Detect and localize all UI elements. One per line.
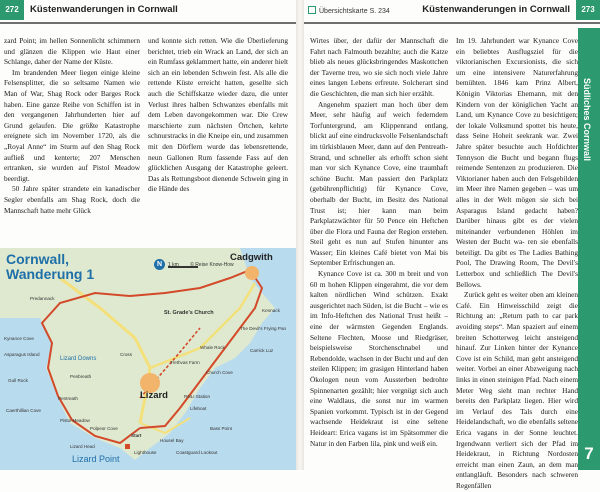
label-polpeor: Polpeor Cove <box>90 426 118 431</box>
chapter-number: 7 <box>584 444 594 463</box>
label-carrick: Carrick Luz <box>250 348 274 353</box>
page-header <box>0 0 296 24</box>
text-column-2 <box>148 36 288 195</box>
label-penbreath: Penbreath <box>70 374 92 379</box>
label-trethvas: Trethvas Farm <box>170 360 200 365</box>
label-asparagus: Asparagus Island <box>4 352 40 357</box>
overview-map-link[interactable]: Übersichtskarte S. 234 <box>308 6 390 15</box>
label-rnlv: RNLI Station <box>184 394 211 399</box>
label-lizard-head: Lizard Head <box>70 444 95 449</box>
label-lighthouse: Lighthouse <box>134 450 157 455</box>
label-whale: Whale Rock <box>200 345 225 350</box>
text-column-2 <box>456 36 578 492</box>
label-kennack: Kennack <box>262 308 280 313</box>
label-gull: Gull Rock <box>8 378 28 383</box>
paragraph: Wirtes über, der dafür der Mannschaft die Fahrt nach Falmouth bezahlte; auch die Katze blieb als neues glücksbringendes Maskottchen der Taverne treu, wo sie sich noch viele Jahre eines langen Lebens erfreute. Solcherart sind die Geschichten, die man sich hier erzählt. <box>310 36 448 98</box>
paragraph: zard Point; im hellen Sonnenlicht schimmern und glänzen die Klippen wie Haut einer Schlange, daher der Name der Küste. <box>4 36 140 67</box>
paragraph: Angenehm spaziert man hoch über dem Meer, sehr häufig auf weich federndem Torfuntergrund, am Klippenrand entlang, blickt auf eine eindrucksvolle Felsenlandschaft im türkisblauen Meer, dann auf den Pentreath-Strand, und schneller als erhofft schon sieht man vor sich Kynance Cove, eine traumhaft schöne Bucht. Man passiert den Parkplatz (gebührenpflichtig) für Kynance Cove, oberhalb der Bucht, im Besitz des National Trust ist; hier kann man beim Parkplatzwächter für 50 Pence ein Heftchen über die Flora und Fauna der Region erstehen. Steil geht es nun auf Stufen hinunter ans Wasser; Ein kleines Café bietet von Mai bis September Erfrischungen an. <box>310 99 448 268</box>
label-cadgwith: Cadgwith <box>230 252 273 263</box>
chapter-title: Südliches Cornwall <box>582 78 592 162</box>
right-page <box>304 0 600 490</box>
book-gutter <box>296 0 304 470</box>
paragraph: und konnte sich retten. Wie die Überlieferung berichtet, trieb ein Wrack an Land, der sich an ein Rumfass geklammert hatte, ein anderer hielt sich an ein lebenden Schwein fest. Als alle die rettende Küste erreicht hatten, gesellte sich auch die Schiffskatze wieder dazu, die unter Verlust ihres halben Schwanzes ebenfalls mit dem Leben davongekommen war. Die Crew marschierte zum nächsten Örtchen, kehrte schnurstracks in die Kneipe ein, und zusammen mit den Dörflern wurde das lebensrettende, neun Gallonen Rum fassende Fass auf den glücklichen Ausgang der Katastrophe geleert. Das als Rettungsboot dienende Schwein ging in die Hände des <box>148 36 289 194</box>
label-lizard: Lizard <box>140 390 168 401</box>
page-header <box>304 0 600 24</box>
label-devils: The Devil's Frying Pan <box>240 326 287 331</box>
scale-label: 1 km © Reise Know-How <box>168 262 234 268</box>
walking-map <box>0 248 296 470</box>
label-coastguard: Coastguard Lookout <box>176 450 218 455</box>
label-housel: Housel Bay <box>160 438 184 443</box>
left-page <box>0 0 296 470</box>
village-cadgwith <box>245 266 259 280</box>
running-title: Küstenwanderungen in Cornwall <box>30 4 178 15</box>
running-title: Küstenwanderungen in Cornwall <box>422 4 570 15</box>
label-st-grades: St. Grade's Church <box>164 310 214 316</box>
text-column-1 <box>310 36 448 449</box>
page-number: 272 <box>0 0 24 20</box>
lighthouse-marker <box>125 444 130 449</box>
paragraph: Im 19. Jahrhundert war Kynance Cove ein beliebtes Ausflugsziel für die viktorianischen Excursionists, die sich um eine intensivere Naturerfahrung bemühten. 1846 kam Prinz Albert, Königin Viktorias Ehemann, mit den Kindern von der königlichen Yacht an Land, um Kynance Cove zu besichtigen; der lokale Volksmund spottet bis heute, dass Seine Hoheit seekrank war. Zwei Jahre später besuchte auch Hofdichter Tennyson die Bucht und begann flugs reimende Sentenzen zu produzieren. Die Viktorianer haben auch den Felsgebilden im Meer ihre Namen gegeben – was um alles in der Welt mögen sie sich bei Asparagus Island gedacht haben? Darüber hinaus gibt es der vielen miteinander verbundenen Höhlen im Westen der Bucht wa- ren sie ebenfalls beteiligt. Da gibt es The Ladies Bathing Pool, The Drawing Room, The Devil's Letterbox und schließlich The Devil's Bellows. <box>456 36 578 289</box>
map-title: Cornwall, Wanderung 1 <box>6 251 95 282</box>
paragraph: Kynance Cove ist ca. 300 m breit und von 60 m hohen Klippen eingerahmt, die vor dem kalten nördlichen Wind schützen. Exakt ausgerichtet nach Süden, ist die Bucht – wie es im Info-Heftchen des National Trust heißt – eine der wärmsten Gegenden Englands. Seltene Flechten, Moose und Riedgräser, beispielsweise Storchenschnabel und Rebendolde, wachsen in der Bucht und auf den steilen Klippen; im grasigen Hinterland haben Ökologen neun vom Aussterben bedrohte Spinnenarten gezählt; hier vergnügt sich auch eine Waldlaus, die sonst nur im warmen Spanien vorkommt. Typisch ist in der Gegend wachsende Heidekraut ist eine seltene Heideart: Erica vagans ist im Spätsommer die Natur in den Farben lila, pink und weiß ein. <box>310 269 448 448</box>
label-bass: Bass Point <box>210 426 232 431</box>
chapter-side-tab <box>578 28 600 470</box>
checkbox-icon <box>308 6 316 14</box>
label-lifeboat: Lifeboat <box>190 406 207 411</box>
page-number: 273 <box>576 0 600 20</box>
paragraph: 50 Jahre später strandete ein kanadischer Segler ebenfalls am Shag Rock, doch die Mannschaft hatte mehr Glück <box>4 184 140 215</box>
text-column-1 <box>4 36 140 216</box>
paragraph: Im brandenden Meer liegen einige kleine Felsensplitter, die so seltsame Namen wie Man of War, Shag Rock oder Barges Rock haben. Eine ganze Reihe von Schiffen ist in den vergangenen Jahrhunderten hier auf Grund gelaufen. Die größte Katastrophe ereignete sich im November 1720, als die „Royal Anne“ im Sturm auf den Shag Rock aufließ und kenterte; 207 Menschen ertranken, sie wurden auf Pistol Meadow beerdigt. <box>4 67 140 183</box>
paragraph: Zurück geht es weiter oben am kleinen Café. Ein Hinweisschild zeigt die Richtung an: „Return path to car park avoiding steps“. Man spaziert auf einem breiten Schotterweg leicht ansteigend hinauf. Zur Linken hinter der Kynance Cove ist ein Schild, man geht ansteigend weiter. Vorbei an einer Abzweigung nach links in einen steinigen Pfad. Nach einem Meter Weg sieht man rechter Hand bereits den Parkplatz liegen. Hier wird im Verlauf des Tals durch eine Heidelandschaft, wo die ebenfalls seltene Erica vagans in der Sonne leuchtet. Irgendwann verliert sich der Pfad im Heidekraut, in Richtung Nordosten erreicht man einen Zaun, an dem man entlangläuft. Besonders nach schweren Regenfällen <box>456 290 578 490</box>
label-cross: Cross <box>120 352 132 357</box>
label-start: Start <box>131 433 142 438</box>
label-lizard-downs: Lizard Downs <box>60 356 97 362</box>
label-predannack: Predannack <box>30 296 55 301</box>
label-lizard-point: Lizard Point <box>72 454 120 464</box>
north-arrow-icon: N <box>154 259 165 270</box>
label-caerthillian: Caerthillian Cove <box>6 408 41 413</box>
label-church-cove: Church Cove <box>206 370 233 375</box>
label-pentreath: Pentreath <box>58 396 78 401</box>
label-pistol: Pistol Meadow <box>60 418 90 423</box>
label-kynance: Kynance Cove <box>4 336 34 341</box>
